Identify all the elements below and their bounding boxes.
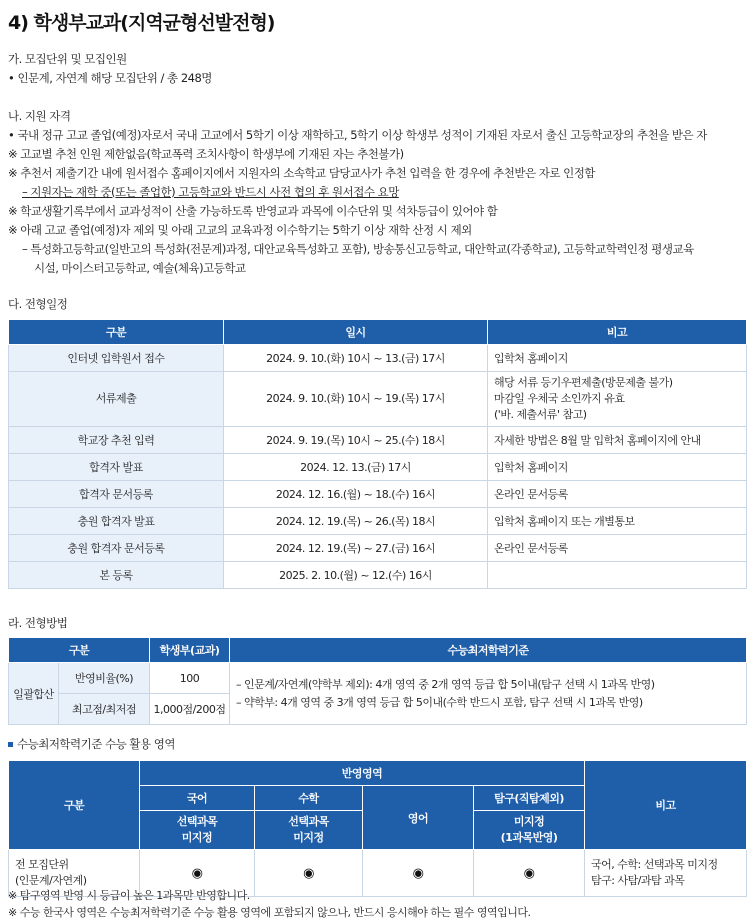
table-row xyxy=(9,372,747,427)
note-line: 마감일 우체국 소인까지 유효 xyxy=(494,392,625,405)
column-subheader xyxy=(474,811,585,850)
row-note: 입학처 홈페이지 xyxy=(488,345,747,372)
row-label: 본 등록 xyxy=(9,562,224,589)
row-date: 2024. 12. 19.(목) ~ 26.(목) 18시 xyxy=(224,508,488,535)
row-label: 인터넷 입학원서 접수 xyxy=(9,345,224,372)
section-recruitment xyxy=(8,50,212,88)
section-heading: 라. 전형방법 xyxy=(8,616,68,630)
section-heading: 가. 모집단위 및 모집인원 xyxy=(8,52,127,66)
row-note: 온라인 문서등록 xyxy=(488,481,747,508)
row-label: 최고점/최저점 xyxy=(59,694,150,725)
column-header: 영어 xyxy=(363,786,474,850)
eligibility-line: ※ 고교별 추천 인원 제한없음(학교폭력 조치사항이 학생부에 기재된 자는 추천불가) xyxy=(8,147,404,161)
column-header: 탐구(직탐제외) xyxy=(474,786,585,811)
column-header: 수학 xyxy=(255,786,363,811)
footnote-line: ※ 수능 한국사 영역은 수능최저학력기준 수능 활용 영역에 포함되지 않으나, 반드시 응시해야 하는 필수 영역입니다. xyxy=(8,906,531,919)
row-label: 반영비율(%) xyxy=(59,663,150,694)
table-row xyxy=(9,535,747,562)
table-row xyxy=(9,663,747,694)
note-line: 국어, 수학: 선택과목 미지정 xyxy=(591,858,718,871)
column-header: 비고 xyxy=(585,761,747,850)
row-date: 2024. 12. 19.(목) ~ 27.(금) 16시 xyxy=(224,535,488,562)
eligibility-line: – 지원자는 재학 중(또는 졸업한) 고등학교와 반드시 사전 협의 후 원서접수 요망 xyxy=(22,185,399,199)
footnotes xyxy=(8,887,530,921)
page-title: 4) 학생부교과(지역균형선발전형) xyxy=(8,12,275,34)
square-bullet-icon xyxy=(8,742,13,747)
column-header: 비고 xyxy=(488,320,747,345)
recruitment-line: • 인문계, 자연계 해당 모집단위 / 총 248명 xyxy=(8,71,212,85)
criteria-line: – 인문계/자연계(약학부 제외): 4개 영역 중 2개 영역 등급 합 5이내(탐구 선택 시 1과목 반영) xyxy=(236,677,655,691)
row-label: 합격자 문서등록 xyxy=(9,481,224,508)
row-value: 1,000점/200점 xyxy=(150,694,230,725)
section-heading-text: 수능최저학력기준 수능 활용 영역 xyxy=(17,737,175,751)
csat-section-heading xyxy=(8,735,175,754)
table-row xyxy=(9,562,747,589)
column-header: 국어 xyxy=(140,786,255,811)
label-line: 전 모집단위 xyxy=(15,858,69,871)
row-note xyxy=(488,372,747,427)
row-label: 학교장 추천 입력 xyxy=(9,427,224,454)
subheader-line: 미지정 xyxy=(181,831,213,844)
section-heading: 다. 전형일정 xyxy=(8,297,68,311)
eligibility-line: ※ 학교생활기록부에서 교과성적이 산출 가능하도록 반영교과 과목에 이수단위 및 석차등급이 있어야 함 xyxy=(8,204,498,218)
column-header: 구분 xyxy=(9,320,224,345)
footnote-line: ※ 탐구영역 반영 시 등급이 높은 1과목만 반영합니다. xyxy=(8,889,250,902)
eligibility-line: ※ 아래 고교 졸업(예정)자 제외 및 아래 고교의 교육과정 이수학기는 5학기 이상 재학 산정 시 제외 xyxy=(8,223,472,237)
eligibility-line: ※ 추천서 제출기간 내에 원서접수 홈페이지에서 지원자의 소속학교 담당교사가 추천 입력을 한 경우에 추천받은 자로 인정함 xyxy=(8,166,595,180)
method-table xyxy=(8,637,747,725)
row-date: 2024. 9. 10.(화) 10시 ~ 19.(목) 17시 xyxy=(224,372,488,427)
table-header-row xyxy=(9,761,747,786)
filled-circle-icon: ◉ xyxy=(303,865,314,881)
column-header: 반영영역 xyxy=(140,761,585,786)
row-value: 100 xyxy=(150,663,230,694)
table-row xyxy=(9,454,747,481)
eligibility-line: 시설, 마이스터고등학교, 예술(체육)고등학교 xyxy=(34,261,246,275)
filled-circle-icon: ◉ xyxy=(191,865,203,881)
row-date: 2024. 9. 19.(목) 10시 ~ 25.(수) 18시 xyxy=(224,427,488,454)
table-header-row xyxy=(9,320,747,345)
group-label: 일괄합산 xyxy=(9,663,59,725)
column-header: 학생부(교과) xyxy=(150,638,230,663)
filled-circle-icon: ◉ xyxy=(523,865,535,881)
row-note: 입학처 홈페이지 또는 개별통보 xyxy=(488,508,747,535)
row-date: 2025. 2. 10.(월) ~ 12.(수) 16시 xyxy=(224,562,488,589)
row-label: 충원 합격자 문서등록 xyxy=(9,535,224,562)
subheader-line: 선택과목 xyxy=(176,815,218,828)
column-header: 일시 xyxy=(224,320,488,345)
row-label: 충원 합격자 발표 xyxy=(9,508,224,535)
eligibility-line: – 특성화고등학교(일반고의 특성화(전문계)과정, 대안교육특성화고 포함), 방송통신고등학교, 대안학교(각종학교), 고등학교학력인정 평생교육 xyxy=(22,242,694,256)
column-header: 구분 xyxy=(9,761,140,850)
section-eligibility xyxy=(8,107,707,278)
csat-criteria xyxy=(230,663,747,725)
csat-table xyxy=(8,760,747,897)
filled-circle-icon: ◉ xyxy=(412,865,424,881)
column-header: 구분 xyxy=(9,638,150,663)
subheader-line: (1과목반영) xyxy=(500,831,558,844)
note-line: 탐구: 사탐/과탐 과목 xyxy=(591,874,685,887)
section-heading: 나. 지원 자격 xyxy=(8,109,71,123)
row-note: 자세한 방법은 8월 말 입학처 홈페이지에 안내 xyxy=(488,427,747,454)
column-subheader xyxy=(140,811,255,850)
note-line: 해당 서류 등기우편제출(방문제출 불가) xyxy=(494,376,673,389)
eligibility-line: • 국내 정규 고교 졸업(예정)자로서 국내 고교에서 5학기 이상 재학하고, 5학기 이상 학생부 성적이 기재된 자로서 출신 고등학교장의 추천을 받은 자 xyxy=(8,128,707,142)
row-note: 입학처 홈페이지 xyxy=(488,454,747,481)
schedule-table xyxy=(8,319,747,589)
row-date: 2024. 12. 13.(금) 17시 xyxy=(224,454,488,481)
table-row xyxy=(9,427,747,454)
table-row xyxy=(9,345,747,372)
subheader-line: 선택과목 xyxy=(288,815,329,828)
column-subheader xyxy=(255,811,363,850)
subheader-line: 미지정 xyxy=(293,831,324,844)
column-header: 수능최저학력기준 xyxy=(230,638,747,663)
label-line: (인문계/자연계) xyxy=(15,874,87,887)
note-line: ('바. 제출서류' 참고) xyxy=(494,408,587,421)
row-note xyxy=(488,562,747,589)
row-label: 서류제출 xyxy=(9,372,224,427)
row-label: 합격자 발표 xyxy=(9,454,224,481)
table-header-row xyxy=(9,638,747,663)
table-row xyxy=(9,481,747,508)
row-date: 2024. 9. 10.(화) 10시 ~ 13.(금) 17시 xyxy=(224,345,488,372)
table-row xyxy=(9,508,747,535)
row-note xyxy=(585,850,747,897)
row-date: 2024. 12. 16.(월) ~ 18.(수) 16시 xyxy=(224,481,488,508)
row-note: 온라인 문서등록 xyxy=(488,535,747,562)
subheader-line: 미지정 xyxy=(513,815,545,828)
criteria-line: – 약학부: 4개 영역 중 3개 영역 등급 합 5이내(수학 반드시 포함, 탐구 선택 시 1과목 반영) xyxy=(236,695,643,709)
